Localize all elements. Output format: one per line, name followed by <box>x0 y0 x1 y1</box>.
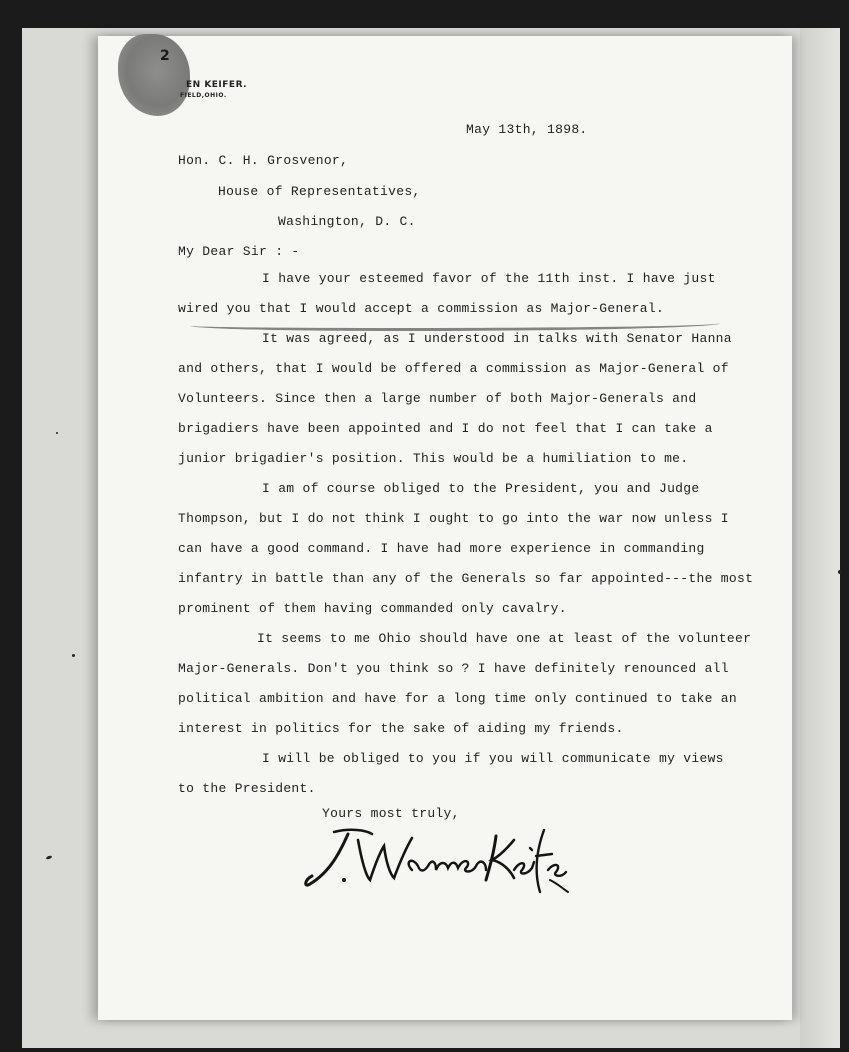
recipient-line: Washington, D. C. <box>278 214 416 229</box>
body-line: It seems to me Ohio should have one at least of the volunteer <box>257 631 752 646</box>
letterhead-name: EN KEIFER. <box>186 80 248 90</box>
body-line: I have your esteemed favor of the 11th inst. I have just <box>262 271 716 286</box>
scan-speck <box>72 654 75 657</box>
scan-speck <box>56 432 58 434</box>
body-line: Volunteers. Since then a large number of both Major-Generals and <box>178 391 697 406</box>
backdrop-edge <box>800 28 840 1048</box>
closing: Yours most truly, <box>322 806 460 821</box>
body-line: I am of course obliged to the President, you and Judge <box>262 481 700 496</box>
recipient-line: House of Representatives, <box>218 184 421 199</box>
salutation: My Dear Sir : - <box>178 244 300 259</box>
page-mark: 2 <box>160 48 170 64</box>
body-line: brigadiers have been appointed and I do not feel that I can take a <box>178 421 713 436</box>
body-line: interest in politics for the sake of aiding my friends. <box>178 721 624 736</box>
scan-speck <box>838 570 842 574</box>
body-line: Major-Generals. Don't you think so ? I have definitely renounced all <box>178 661 729 676</box>
letter-date: May 13th, 1898. <box>466 122 588 137</box>
recipient-line: Hon. C. H. Grosvenor, <box>178 153 349 168</box>
signature <box>300 822 570 897</box>
body-line: and others, that I would be offered a commission as Major-General of <box>178 361 729 376</box>
body-line: prominent of them having commanded only cavalry. <box>178 601 567 616</box>
body-line: political ambition and have for a long time only continued to take an <box>178 691 737 706</box>
body-line: to the President. <box>178 781 316 796</box>
body-line: wired you that I would accept a commission as Major-General. <box>178 301 665 316</box>
body-line: I will be obliged to you if you will communicate my views <box>262 751 724 766</box>
body-line: It was agreed, as I understood in talks with Senator Hanna <box>262 331 732 346</box>
letterhead-place: FIELD,OHIO. <box>180 92 227 99</box>
body-line: can have a good command. I have had more experience in commanding <box>178 541 705 556</box>
body-line: junior brigadier's position. This would be a humiliation to me. <box>178 451 689 466</box>
body-line: Thompson, but I do not think I ought to go into the war now unless I <box>178 511 729 526</box>
body-line: infantry in battle than any of the Generals so far appointed---the most <box>178 571 754 586</box>
